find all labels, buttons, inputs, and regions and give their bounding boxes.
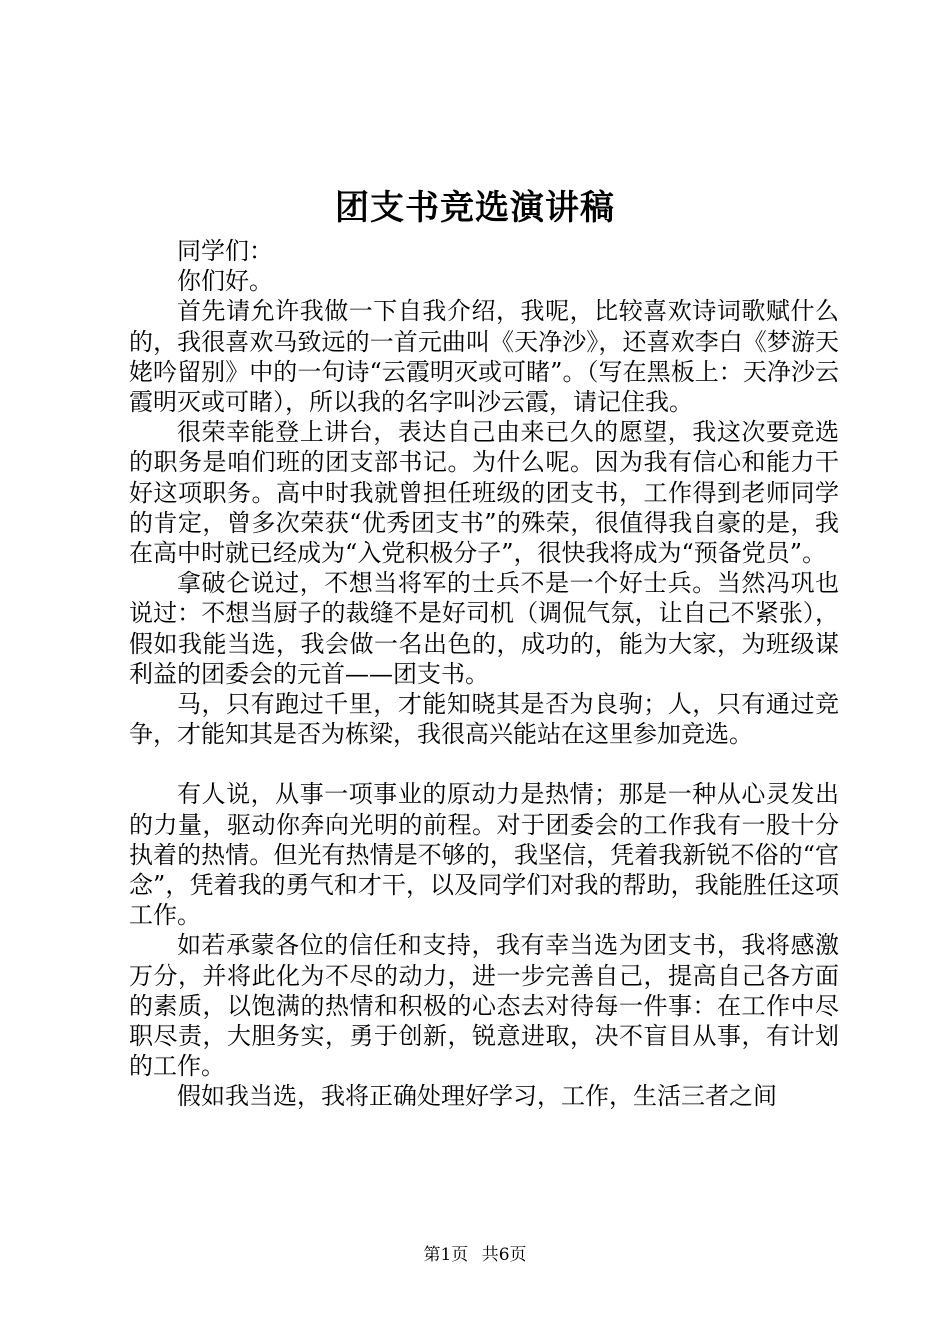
document-body [129,236,839,1112]
paragraph-ambition: 拿破仑说过，不想当将军的士兵不是一个好士兵。当然冯巩也说过：不想当厨子的裁缝不是好司机（调侃气氛，让自己不紧张），假如我能当选，我会做一名出色的，成功的，能为大家，为班级谋利益的团委会的元首——团支书。 [129,569,839,688]
paragraph-commitment: 如若承蒙各位的信任和支持，我有幸当选为团支书，我将感激万分，并将此化为不尽的动力，进一步完善自己，提高自己各方面的素质，以饱满的热情和积极的心态去对待每一件事：在工作中尽职尽责，大胆务实，勇于创新，锐意进取，决不盲目从事，有计划的工作。 [129,931,839,1081]
paragraph-qualifications: 很荣幸能登上讲台，表达自己由来已久的愿望，我这次要竞选的职务是咱们班的团支部书记。为什么呢。因为我有信心和能力干好这项职务。高中时我就曾担任班级的团支书，工作得到老师同学的肯定，曾多次荣获“优秀团支书”的殊荣，很值得我自豪的是，我在高中时就已经成为“入党积极分子”，很快我将成为“预备党员”。 [129,418,839,568]
page-number: 第1页 [423,1245,469,1265]
document-title: 团支书竞选演讲稿 [335,188,615,228]
paragraph-competition: 马，只有跑过千里，才能知晓其是否为良驹；人，只有通过竞争，才能知其是否为栋梁，我很高兴能站在这里参加竞选。 [129,690,839,749]
greeting: 你们好。 [177,267,273,296]
salutation: 同学们： [177,237,273,265]
paragraph-passion: 有人说，从事一项事业的原动力是热情；那是一种从心灵发出的力量，驱动你奔向光明的前程。对于团委会的工作我有一股十分执着的热情。但光有热情是不够的，我坚信，凭着我新锐不俗的“官念”，凭着我的勇气和才干，以及同学们对我的帮助，我能胜任这项工作。 [129,780,839,930]
paragraph-introduction: 首先请允许我做一下自我介绍，我呢，比较喜欢诗词歌赋什么的，我很喜欢马致远的一首元曲叫《天净沙》，还喜欢李白《梦游天姥吟留别》中的一句诗“云霞明灭或可睹”。（写在黑板上：天净沙云霞明灭或可睹），所以我的名字叫沙云霞，请记住我。 [129,297,839,417]
paragraph-if-elected: 假如我当选，我将正确处理好学习，工作，生活三者之间 [177,1082,777,1111]
page-footer [0,1244,950,1266]
page-total: 共6页 [481,1245,527,1265]
